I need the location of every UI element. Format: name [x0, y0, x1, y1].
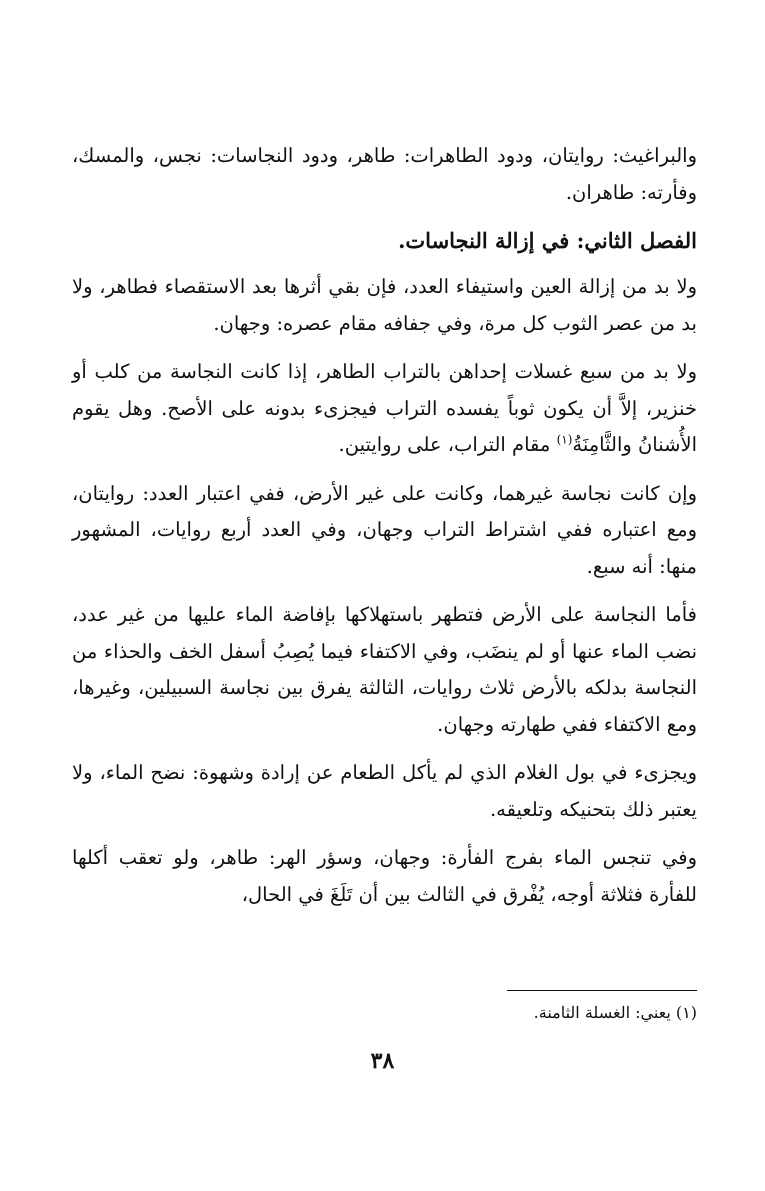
paragraph-3-text-a: ولا بد من سبع غسلات إحداهن بالتراب الطاهر، إذا كانت النجاسة من كلب أو خنزير، إلاَّ أن يكون ثوباً يفسده التراب فيجزىء بدونه على الأصح. وهل يقوم الأُشنانُ والثَّامِنَةُ: [72, 360, 697, 456]
chapter-heading: الفصل الثاني: في إزالة النجاسات.: [398, 228, 697, 253]
footnote: (١) يعني: الغسلة الثامنة.: [533, 1003, 697, 1022]
paragraph-3-text-b: مقام التراب، على روايتين.: [338, 433, 557, 456]
paragraph-7: وفي تنجس الماء بفرج الفأرة: وجهان، وسؤر الهر: طاهر، ولو تعقب أكلها للفأرة فثلاثة أوجه، يُفْرق في الثالث بين أن تَلَغَ في الحال،: [72, 846, 697, 906]
paragraph-1: والبراغيث: روايتان، ودود الطاهرات: طاهر، ودود النجاسات: نجس، والمسك، وفأرته: طاهران.: [72, 144, 697, 204]
page-number: ٣٨: [370, 1048, 395, 1074]
footnote-divider: [507, 990, 697, 991]
paragraph-3: [72, 354, 697, 464]
paragraph-6: ويجزىء في بول الغلام الذي لم يأكل الطعام عن إرادة وشهوة: نضح الماء، ولا يعتبر ذلك بتحنيكه وتلعيقه.: [72, 761, 697, 821]
footnote-reference[interactable]: (١): [556, 432, 573, 447]
paragraph-2: ولا بد من إزالة العين واستيفاء العدد، فإن بقي أثرها بعد الاستقصاء فطاهر، ولا بد من عصر الثوب كل مرة، وفي جفافه مقام عصره: وجهان.: [72, 275, 697, 335]
paragraph-5: فأما النجاسة على الأرض فتطهر باستهلاكها بإفاضة الماء عليها من غير عدد، نضب الماء عنها أو لم ينضَب، وفي الاكتفاء فيما يُصِبُ أسفل الخف والحذاء من النجاسة بدلكه بالأرض ثلاث روايات، الثالثة يفرق بين نجاسة السبيلين، وغيرها، ومع الاكتفاء ففي طهارته وجهان.: [72, 603, 697, 736]
paragraph-4: وإن كانت نجاسة غيرهما، وكانت على غير الأرض، ففي اعتبار العدد: روايتان، ومع اعتباره ففي اشتراط التراب وجهان، وفي العدد أربع روايات، المشهور منها: أنه سبع.: [72, 481, 697, 578]
page-body: [72, 138, 697, 925]
